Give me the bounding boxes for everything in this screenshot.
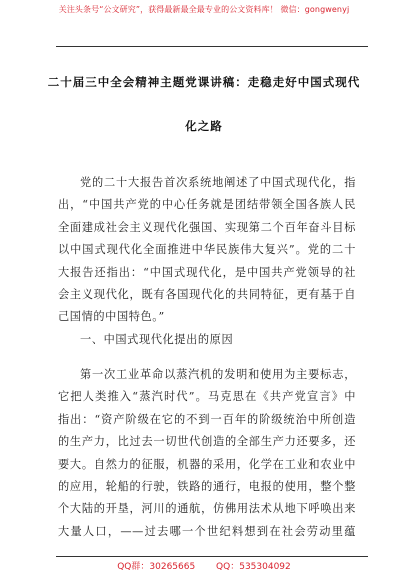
paragraph-line: 己国情的中国特色。” [58,310,165,324]
paragraph-line: 要大。自然力的征服，机器的采用，化学在工业和农业中 [58,457,356,471]
paragraph-line: 的应用，轮船的行驶，铁路的通行，电报的使用，整个整 [58,479,356,493]
document-title-line-2: 化之路 [185,119,223,133]
paragraph-line: 以中国式现代化全面推进中华民族伟大复兴”。党的二十 [58,243,356,257]
section-heading: 一、中国式现代化提出的原因 [80,333,234,346]
paragraph-line: 党的二十大报告首次系统地阐述了中国式现代化，指 [80,176,356,189]
paragraph-line: 大报告还指出：“中国式现代化，是中国共产党领导的社 [58,265,356,279]
header-banner: 关注头条号“公文研究”，获得最新最全最专业的公文资料库！ 微信：gongwenyj [58,5,350,14]
paragraph-2 [58,364,356,543]
paragraph-line: 大量人口，——过去哪一个世纪料想到在社会劳动里蕴 [58,524,356,538]
paragraph-line: 出，“中国共产党的中心任务就是团结带领全国各族人民 [58,198,356,212]
paragraph-line: 它把人类推入“蒸汽时代”。马克思在《共产党宣言》中 [58,390,356,404]
paragraph-line: 会主义现代化，既有各国现代化的共同特征，更有基于自 [58,287,356,301]
paragraph-line: 的生产力，比过去一切世代创造的全部生产力还要多，还 [58,435,356,449]
paragraph-1 [58,172,356,329]
paragraph-line: 指出：“资产阶级在它的不到一百年的阶级统治中所创造 [58,412,356,426]
footer-divider [56,556,368,557]
document-title-line-1: 二十届三中全会精神主题党课讲稿：走稳走好中国式现代 [47,75,361,89]
header-divider [56,46,368,47]
paragraph-line: 第一次工业革命以蒸汽机的发明和使用为主要标志， [80,368,356,381]
paragraph-line: 全面建成社会主义现代化强国、实现第二个百年奋斗目标 [58,220,356,234]
section-1 [58,329,356,351]
paragraph-line: 个大陆的开垦，河川的通航，仿佛用法术从地下呼唤出来 [58,502,356,516]
footer-contact: QQ群：30265665 QQ：535304092 [117,562,291,572]
